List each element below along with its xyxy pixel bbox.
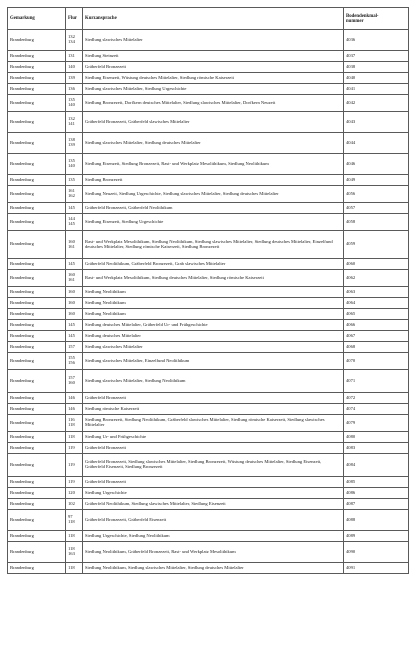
gemarkung-cell: Brandenburg (8, 270, 66, 287)
flur-cell (66, 62, 83, 73)
kurzansprache-cell: Siedlung Bronzezeit, Siedlung Neolithikum, Gräberfeld slawisches Mittelalter, Siedlung römische Kaiserzeit, Siedlung slawisches Mittelalter (83, 415, 344, 432)
gemarkung-cell: Brandenburg (8, 95, 66, 112)
table-row (8, 186, 409, 203)
bodendenkmal-nummer-cell: 4037 (344, 51, 409, 62)
kurzansprache-cell: Siedlung Neolithikum, Gräberfeld Bronzezeit, Rast- und Werkplatz Mesolithikum (83, 542, 344, 563)
flur-value: 160 (68, 310, 75, 316)
table-row (8, 531, 409, 542)
table-row (8, 510, 409, 531)
bodendenkmal-nummer-cell: 4043 (344, 112, 409, 133)
bodendenkmal-nummer-cell: 4064 (344, 298, 409, 309)
table-row (8, 30, 409, 51)
flur-cell (66, 51, 83, 62)
table-row (8, 488, 409, 499)
kurzansprache-cell: Siedlung Eisenzeit, Siedlung Bronzezeit, Rast- und Werkplatz Mesolithikum, Siedlung Neolithikum (83, 154, 344, 175)
flur-value: 116 (68, 417, 75, 423)
flur-value: 160 (68, 272, 75, 278)
gemarkung-cell: Brandenburg (8, 499, 66, 510)
bodendenkmal-nummer-cell: 4085 (344, 477, 409, 488)
flur-cell (66, 287, 83, 298)
flur-cell (66, 203, 83, 214)
flur-cell (66, 175, 83, 186)
gemarkung-cell: Brandenburg (8, 404, 66, 415)
kurzansprache-cell: Gräberfeld Bronzezeit, Gräberfeld slawisches Mittelalter (83, 112, 344, 133)
bodendenkmal-nummer-cell: 4090 (344, 542, 409, 563)
bodendenkmal-nummer-cell: 4063 (344, 287, 409, 298)
kurzansprache-cell: Siedlung Neolithikum (83, 309, 344, 320)
flur-cell (66, 270, 83, 287)
gemarkung-cell: Brandenburg (8, 331, 66, 342)
gemarkung-cell: Brandenburg (8, 309, 66, 320)
bodendenkmal-nummer-cell: 4070 (344, 353, 409, 370)
bodendenkmal-nummer-cell: 4088 (344, 510, 409, 531)
table-row (8, 154, 409, 175)
flur-value: 161 (68, 277, 75, 282)
flur-value: 146 (68, 394, 75, 400)
kurzansprache-cell: Siedlung slawisches Mittelalter, Siedlung Neolithikum (83, 370, 344, 393)
flur-value: 144 (68, 216, 75, 222)
flur-value: 157 (68, 343, 75, 349)
flur-cell (66, 186, 83, 203)
bodendenkmal-nummer-cell: 4036 (344, 30, 409, 51)
flur-cell (66, 499, 83, 510)
gemarkung-cell: Brandenburg (8, 298, 66, 309)
bodendenkmal-nummer-cell: 4068 (344, 342, 409, 353)
gemarkung-cell: Brandenburg (8, 415, 66, 432)
table-row (8, 62, 409, 73)
bodendenkmal-nummer-cell: 4065 (344, 309, 409, 320)
bodendenkmal-nummer-cell: 4060 (344, 259, 409, 270)
kurzansprache-cell: Siedlung römische Kaiserzeit (83, 404, 344, 415)
flur-cell (66, 320, 83, 331)
kurzansprache-cell: Gräberfeld Bronzezeit, Siedlung slawisches Mittelalter, Siedlung Bronzezeit, Wüstung deutsches Mittelalter, Siedlung Eisenzeit, Gräberfeld Eisenzeit, Siedlung Bronzezeit (83, 454, 344, 477)
kurzansprache-cell: Gräberfeld Bronzezeit, Gräberfeld Eisenzeit (83, 510, 344, 531)
table-row (8, 112, 409, 133)
table-row (8, 393, 409, 404)
bodendenkmal-nummer-cell: 4041 (344, 84, 409, 95)
flur-value: 157 (68, 375, 75, 381)
flur-cell (66, 231, 83, 259)
kurzansprache-cell: Gräberfeld Neolithikum, Siedlung slawisches Mittelalter, Siedlung Eisenzeit (83, 499, 344, 510)
kurzansprache-cell: Siedlung Urgeschichte, Siedlung Neolithikum (83, 531, 344, 542)
flur-value: 145 (68, 204, 75, 210)
bodendenkmal-nummer-cell: 4080 (344, 432, 409, 443)
bodendenkmal-nummer-cell: 4038 (344, 62, 409, 73)
flur-value: 118 (68, 519, 75, 524)
flur-value: 162 (68, 193, 75, 198)
gemarkung-cell: Brandenburg (8, 203, 66, 214)
gemarkung-cell: Brandenburg (8, 542, 66, 563)
kurzansprache-cell: Gräberfeld Bronzezeit (83, 393, 344, 404)
table-body (8, 30, 409, 574)
gemarkung-cell: Brandenburg (8, 214, 66, 231)
table-row (8, 320, 409, 331)
bodendenkmal-nummer-cell: 4083 (344, 443, 409, 454)
table-row (8, 73, 409, 84)
flur-value: 160 (68, 380, 75, 385)
flur-cell (66, 331, 83, 342)
flur-value: 132 (68, 116, 75, 122)
gemarkung-cell: Brandenburg (8, 231, 66, 259)
bodendenkmal-nummer-cell: 4056 (344, 186, 409, 203)
flur-value: 145 (68, 332, 75, 338)
table-row (8, 175, 409, 186)
flur-value: 119 (68, 461, 75, 467)
kurzansprache-cell: Siedlung deutsches Mittelalter, Gräberfeld Ur- und Frühgeschichte (83, 320, 344, 331)
flur-cell (66, 393, 83, 404)
flur-value: 131 (68, 52, 75, 58)
flur-cell (66, 30, 83, 51)
table-row (8, 432, 409, 443)
table-row (8, 309, 409, 320)
flur-cell (66, 370, 83, 393)
flur-cell (66, 309, 83, 320)
flur-value: 146 (68, 405, 75, 411)
gemarkung-cell: Brandenburg (8, 563, 66, 574)
kurzansprache-cell: Gräberfeld Bronzezeit, Gräberfeld Neolithikum (83, 203, 344, 214)
kurzansprache-cell: Siedlung slawisches Mittelalter, Siedlung Urgeschichte (83, 84, 344, 95)
kurzansprache-cell: Gräberfeld Bronzezeit (83, 443, 344, 454)
bodendenkmal-nummer-cell: 4040 (344, 73, 409, 84)
bodendenkmal-nummer-cell: 4086 (344, 488, 409, 499)
flur-value: 141 (68, 121, 75, 126)
header-row (8, 8, 409, 30)
kurzansprache-cell: Siedlung slawisches Mittelalter, Siedlung deutsches Mittelalter (83, 133, 344, 154)
bodendenkmal-nummer-cell: 4071 (344, 370, 409, 393)
bodendenkmal-nummer-cell: 4089 (344, 531, 409, 542)
flur-cell (66, 477, 83, 488)
gemarkung-cell: Brandenburg (8, 531, 66, 542)
flur-value: 119 (68, 444, 75, 450)
flur-value: 135 (68, 97, 75, 103)
table-row (8, 353, 409, 370)
gemarkung-cell: Brandenburg (8, 51, 66, 62)
gemarkung-cell: Brandenburg (8, 154, 66, 175)
table-row (8, 287, 409, 298)
bodendenkmal-nummer-cell: 4091 (344, 563, 409, 574)
flur-value: 140 (68, 102, 75, 107)
gemarkung-cell: Brandenburg (8, 133, 66, 154)
table-row (8, 443, 409, 454)
flur-value: 120 (68, 489, 75, 495)
kurzansprache-cell: Gräberfeld Bronzezeit (83, 477, 344, 488)
bodendenkmal-nummer-cell: 4058 (344, 214, 409, 231)
flur-cell (66, 510, 83, 531)
bodendenkmal-nummer-cell: 4044 (344, 133, 409, 154)
kurzansprache-cell: Siedlung Ur- und Frühgeschichte (83, 432, 344, 443)
table-row (8, 270, 409, 287)
flur-cell (66, 563, 83, 574)
flur-cell (66, 259, 83, 270)
flur-cell (66, 488, 83, 499)
flur-value: 145 (68, 321, 75, 327)
kurzansprache-cell: Siedlung Neolithikum (83, 287, 344, 298)
flur-cell (66, 342, 83, 353)
flur-value: 163 (68, 551, 75, 556)
flur-cell (66, 454, 83, 477)
flur-cell (66, 84, 83, 95)
gemarkung-cell: Brandenburg (8, 342, 66, 353)
bodendenkmal-nummer-cell: 4079 (344, 415, 409, 432)
flur-cell (66, 542, 83, 563)
flur-cell (66, 298, 83, 309)
table-row (8, 454, 409, 477)
table-row (8, 214, 409, 231)
header-flur: Flur (66, 8, 83, 30)
table-row (8, 499, 409, 510)
gemarkung-cell: Brandenburg (8, 454, 66, 477)
flur-value: 140 (68, 63, 75, 69)
flur-value: 118 (68, 433, 75, 439)
flur-cell (66, 415, 83, 432)
flur-value: 138 (68, 137, 75, 143)
table-row (8, 331, 409, 342)
table-row (8, 231, 409, 259)
table-row (8, 298, 409, 309)
gemarkung-cell: Brandenburg (8, 186, 66, 203)
bodendenkmal-nummer-cell: 4084 (344, 454, 409, 477)
bodendenkmal-nummer-cell: 4067 (344, 331, 409, 342)
kurzansprache-cell: Rast- und Werkplatz Mesolithikum, Siedlung Neolithikum, Siedlung slawisches Mittelalter, Siedlung deutsches Mittelalter, Einzelfund deutsches Mittelalter, Siedlung römische Kaiserzeit, Siedlung Bronzezeit (83, 231, 344, 259)
table-row (8, 542, 409, 563)
header-kurzansprache: Kurzansprache (83, 8, 344, 30)
table-row (8, 133, 409, 154)
kurzansprache-cell: Siedlung Steinzeit (83, 51, 344, 62)
gemarkung-cell: Brandenburg (8, 393, 66, 404)
kurzansprache-cell: Siedlung Eisenzeit, Wüstung deutsches Mittelalter, Siedlung römische Kaiserzeit (83, 73, 344, 84)
flur-cell (66, 531, 83, 542)
kurzansprache-cell: Siedlung Neolithikum (83, 298, 344, 309)
flur-value: 136 (68, 85, 75, 91)
flur-value: 161 (68, 188, 75, 194)
flur-cell (66, 404, 83, 415)
flur-value: 135 (68, 158, 75, 164)
flur-value: 161 (68, 243, 75, 249)
monument-table (7, 7, 409, 574)
flur-value: 134 (68, 39, 75, 44)
flur-value: 145 (68, 260, 75, 266)
flur-value: 102 (68, 500, 75, 506)
bodendenkmal-nummer-cell: 4042 (344, 95, 409, 112)
kurzansprache-cell: Siedlung Neolithikum, Siedlung slawisches Mittelalter, Siedlung deutsches Mittelalter (83, 563, 344, 574)
kurzansprache-cell: Siedlung slawisches Mittelalter, Einzelfund Neolithikum (83, 353, 344, 370)
kurzansprache-cell: Siedlung Neuzeit, Siedlung Urgeschichte, Siedlung slawisches Mittelalter, Siedlung deutsches Mittelalter (83, 186, 344, 203)
table-row (8, 415, 409, 432)
flur-value: 139 (68, 142, 75, 147)
kurzansprache-cell: Siedlung Eisenzeit, Siedlung Urgeschichte (83, 214, 344, 231)
flur-value: 155 (68, 355, 75, 361)
kurzansprache-cell: Siedlung Urgeschichte (83, 488, 344, 499)
flur-value: 145 (68, 221, 75, 226)
gemarkung-cell: Brandenburg (8, 477, 66, 488)
kurzansprache-cell: Gräberfeld Neolithikum, Gräberfeld Bronzezeit, Grab slawisches Mittelalter (83, 259, 344, 270)
kurzansprache-cell: Siedlung Bronzezeit, Dorfkern deutsches Mittelalter, Siedlung slawisches Mittelalter, Dorfkern Neuzeit (83, 95, 344, 112)
flur-value: 119 (68, 478, 75, 484)
header-bodendenkmalnummer: Bodendenkmal- nummer (344, 8, 409, 30)
kurzansprache-cell: Rast- und Werkplatz Mesolithikum, Siedlung deutsches Mittelalter, Siedlung römische Kaiserzeit (83, 270, 344, 287)
gemarkung-cell: Brandenburg (8, 432, 66, 443)
gemarkung-cell: Brandenburg (8, 112, 66, 133)
table-row (8, 259, 409, 270)
kurzansprache-cell: Siedlung slawisches Mittelalter (83, 342, 344, 353)
table-row (8, 477, 409, 488)
flur-cell (66, 133, 83, 154)
kurzansprache-cell: Siedlung deutsches Mittelalter (83, 331, 344, 342)
table-row (8, 51, 409, 62)
gemarkung-cell: Brandenburg (8, 62, 66, 73)
flur-cell (66, 432, 83, 443)
gemarkung-cell: Brandenburg (8, 287, 66, 298)
flur-value: 118 (68, 532, 75, 538)
gemarkung-cell: Brandenburg (8, 510, 66, 531)
kurzansprache-cell: Siedlung slawisches Mittelalter (83, 30, 344, 51)
table-row (8, 203, 409, 214)
bodendenkmal-nummer-cell: 4072 (344, 393, 409, 404)
gemarkung-cell: Brandenburg (8, 370, 66, 393)
table-row (8, 563, 409, 574)
bodendenkmal-nummer-cell: 4074 (344, 404, 409, 415)
flur-value: 97 (68, 514, 73, 520)
flur-cell (66, 112, 83, 133)
bodendenkmal-nummer-cell: 4087 (344, 499, 409, 510)
kurzansprache-cell: Gräberfeld Bronzezeit (83, 62, 344, 73)
kurzansprache-cell: Siedlung Bronzezeit (83, 175, 344, 186)
flur-value: 140 (68, 163, 75, 168)
gemarkung-cell: Brandenburg (8, 320, 66, 331)
bodendenkmal-nummer-cell: 4046 (344, 154, 409, 175)
gemarkung-cell: Brandenburg (8, 73, 66, 84)
flur-cell (66, 353, 83, 370)
bodendenkmal-nummer-cell: 4062 (344, 270, 409, 287)
gemarkung-cell: Brandenburg (8, 488, 66, 499)
flur-cell (66, 154, 83, 175)
header-gemarkung: Gemarkung (8, 8, 66, 30)
table-row (8, 84, 409, 95)
flur-value: 160 (68, 238, 75, 244)
flur-value: 160 (68, 288, 75, 294)
table-row (8, 370, 409, 393)
table-row (8, 342, 409, 353)
gemarkung-cell: Brandenburg (8, 30, 66, 51)
flur-value: 156 (68, 360, 75, 365)
bodendenkmal-nummer-cell: 4059 (344, 231, 409, 259)
flur-cell (66, 443, 83, 454)
bodendenkmal-nummer-cell: 4049 (344, 175, 409, 186)
flur-cell (66, 214, 83, 231)
flur-value: 118 (68, 422, 75, 427)
table-row (8, 404, 409, 415)
flur-value: 132 (68, 34, 75, 40)
gemarkung-cell: Brandenburg (8, 84, 66, 95)
table-row (8, 95, 409, 112)
gemarkung-cell: Brandenburg (8, 175, 66, 186)
flur-value: 139 (68, 74, 75, 80)
flur-cell (66, 95, 83, 112)
gemarkung-cell: Brandenburg (8, 443, 66, 454)
flur-value: 118 (68, 564, 75, 570)
flur-value: 135 (68, 176, 75, 182)
flur-value: 118 (68, 546, 75, 552)
bodendenkmal-nummer-cell: 4057 (344, 203, 409, 214)
flur-value: 160 (68, 299, 75, 305)
flur-cell (66, 73, 83, 84)
bodendenkmal-nummer-cell: 4066 (344, 320, 409, 331)
gemarkung-cell: Brandenburg (8, 353, 66, 370)
gemarkung-cell: Brandenburg (8, 259, 66, 270)
